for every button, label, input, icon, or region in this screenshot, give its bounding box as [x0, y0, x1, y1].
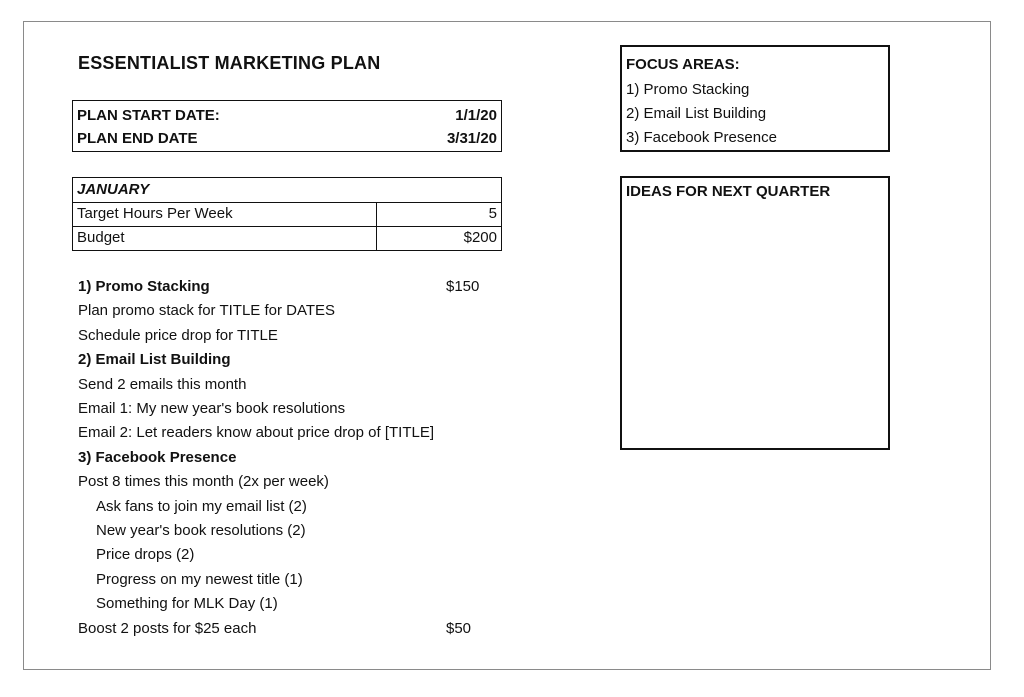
sub-list-item: Ask fans to join my email list (2)	[96, 498, 307, 515]
amount-value: $150	[446, 278, 480, 295]
ideas-title: IDEAS FOR NEXT QUARTER	[626, 183, 831, 200]
focus-area-item: 1) Promo Stacking	[626, 81, 750, 98]
list-item: Post 8 times this month (2x per week)	[78, 473, 329, 490]
month-table-row	[73, 202, 501, 227]
section-heading: 2) Email List Building	[78, 351, 231, 368]
month-table-row	[73, 226, 501, 250]
plan-dates-box	[72, 100, 502, 152]
focus-area-item: 2) Email List Building	[626, 105, 767, 122]
plan-start-row	[77, 105, 497, 127]
sub-list-item: Price drops (2)	[96, 546, 195, 563]
plan-end-value: 3/31/20	[446, 130, 497, 147]
section-heading: 1) Promo Stacking	[78, 278, 210, 295]
sub-list-item: Something for MLK Day (1)	[96, 595, 278, 612]
month-table	[72, 177, 502, 251]
list-item: Schedule price drop for TITLE	[78, 327, 278, 344]
plan-end-row	[77, 128, 497, 150]
list-item: Send 2 emails this month	[78, 376, 247, 393]
focus-areas-box	[620, 45, 890, 152]
plan-start-value: 1/1/20	[455, 107, 497, 124]
target-hours-value: 5	[488, 205, 497, 222]
focus-area-item: 3) Facebook Presence	[626, 129, 777, 146]
column-divider	[376, 202, 377, 250]
month-table-header-row	[73, 178, 501, 203]
sub-list-item: New year's book resolutions (2)	[96, 522, 306, 539]
section-heading: 3) Facebook Presence	[78, 449, 237, 466]
plan-title: ESSENTIALIST MARKETING PLAN	[78, 53, 381, 73]
list-item: Plan promo stack for TITLE for DATES	[78, 302, 336, 319]
sub-list-item: Progress on my newest title (1)	[96, 571, 303, 588]
focus-areas-title: FOCUS AREAS:	[626, 56, 740, 73]
list-item: Boost 2 posts for $25 each	[78, 620, 257, 637]
ideas-box	[620, 176, 890, 450]
list-item: Email 2: Let readers know about price drop of [TITLE]	[78, 424, 435, 441]
month-header: JANUARY	[77, 181, 150, 198]
list-item: Email 1: My new year's book resolutions	[78, 400, 346, 417]
budget-label: Budget	[77, 229, 125, 246]
budget-value: $200	[463, 229, 497, 246]
plan-end-label: PLAN END DATE	[77, 130, 198, 147]
target-hours-label: Target Hours Per Week	[77, 205, 233, 222]
plan-start-label: PLAN START DATE:	[77, 107, 220, 124]
amount-value: $50	[446, 620, 472, 637]
